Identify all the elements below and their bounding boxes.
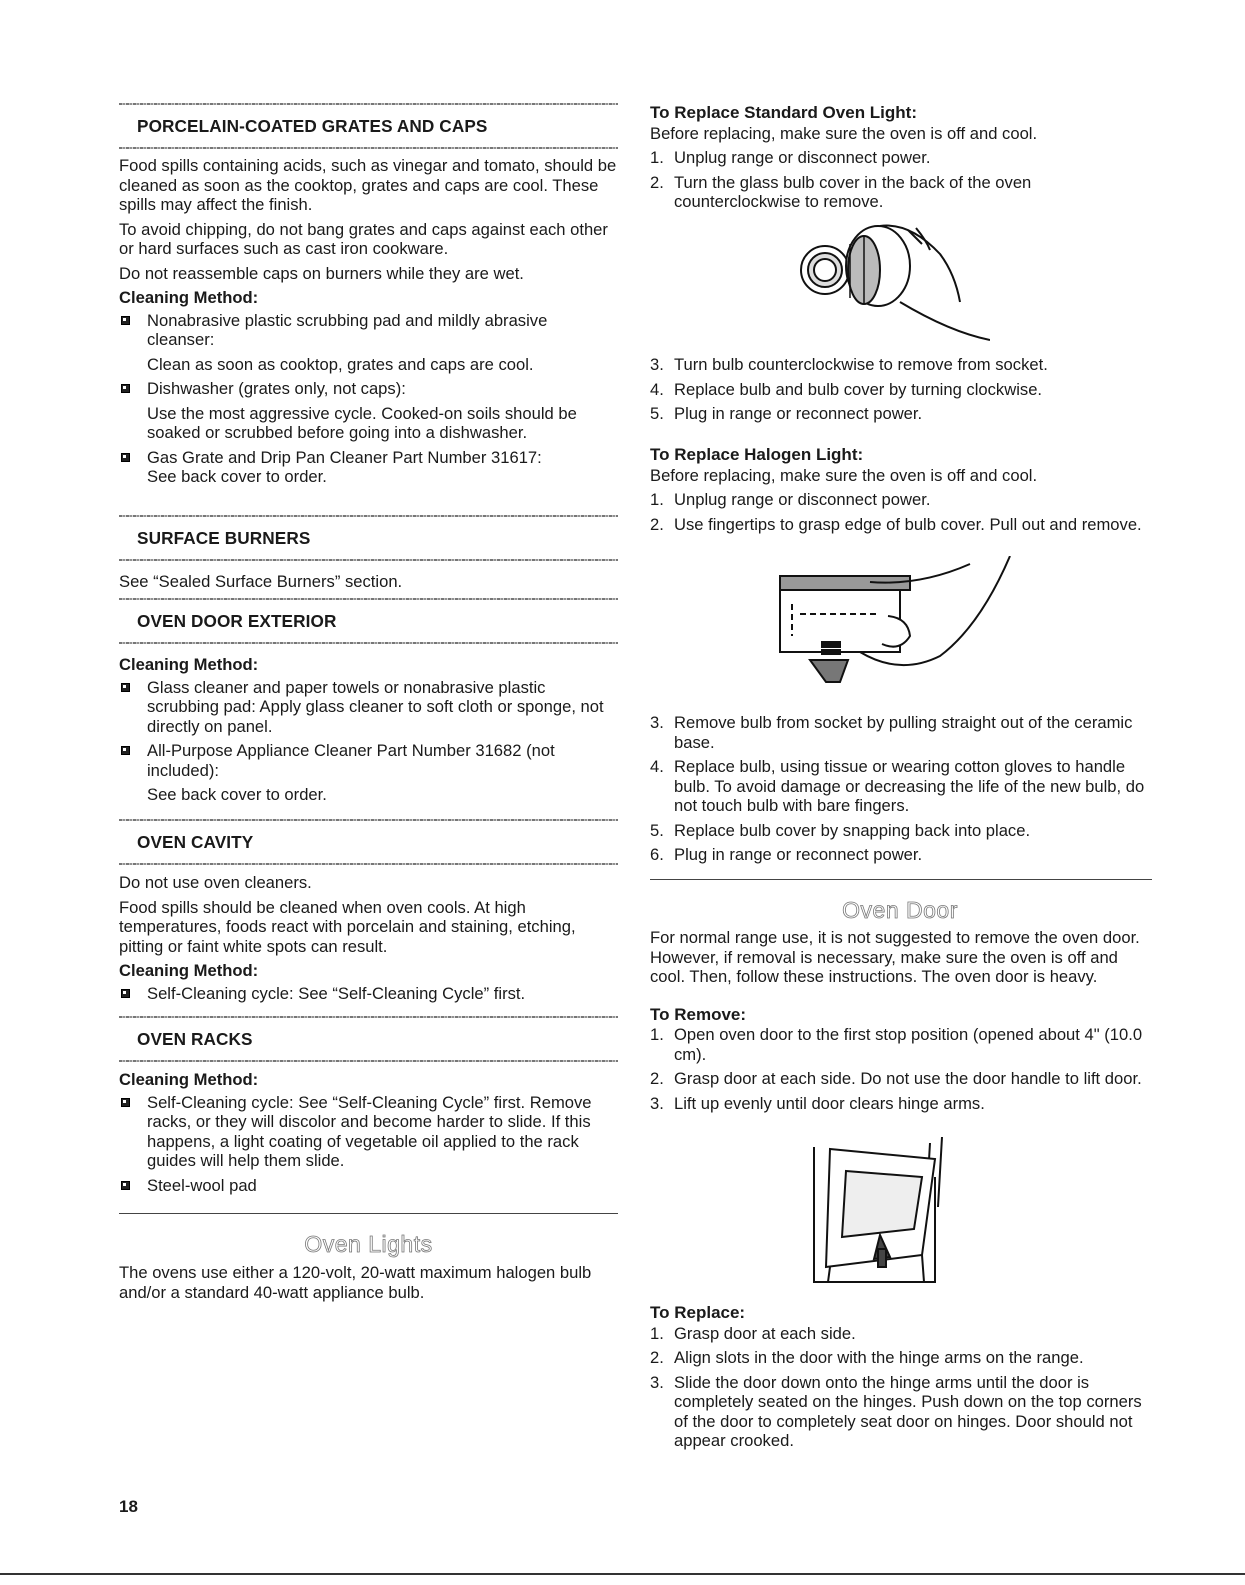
bullet-icon xyxy=(121,989,130,998)
bullet-detail: Use the most aggressive cycle. Cooked-on soils should be soaked or scrubbed before going into a dishwasher. xyxy=(147,403,577,442)
paragraph: To avoid chipping, do not bang grates and caps against each other or hard surfaces such as cast iron cookware. xyxy=(119,219,608,258)
step-item: 5. Plug in range or reconnect power. xyxy=(650,404,923,423)
section-title: SURFACE BURNERS xyxy=(137,528,311,548)
oven-lights-title: Oven Lights xyxy=(304,1231,433,1257)
paragraph: Do not reassemble caps on burners while they are wet. xyxy=(119,263,524,283)
step-item: 2. Turn the glass bulb cover in the back of the oven counterclockwise to remove. xyxy=(650,172,1032,211)
paragraph: For normal range use, it is not suggested to remove the oven door. However, if removal is necessary, make sure the oven is off and cool. Then, follow these instructions. The oven door is heavy. xyxy=(650,928,1140,986)
page-number: 18 xyxy=(119,1497,138,1516)
cavity-body xyxy=(119,873,618,1008)
step-item: 3. Remove bulb from socket by pulling straight out of the ceramic base. xyxy=(650,713,1133,752)
bullet-icon xyxy=(121,316,130,325)
step-item: 1. Open oven door to the first stop position (opened about 4" (10.0 cm). xyxy=(650,1025,1143,1064)
bullet-icon xyxy=(121,683,130,692)
section-title: PORCELAIN-COATED GRATES AND CAPS xyxy=(137,116,488,136)
paragraph: The ovens use either a 120-volt, 20-watt maximum halogen bulb and/or a standard 40-watt appliance bulb. xyxy=(119,1263,592,1302)
halogen-light-section xyxy=(650,445,1150,539)
page-bottom-rule xyxy=(0,1573,1245,1575)
door-exterior-body xyxy=(119,655,618,810)
halogen-light-steps xyxy=(650,713,1150,870)
section-title: OVEN CAVITY xyxy=(137,832,254,852)
section-header-cavity xyxy=(119,819,618,865)
divider xyxy=(650,879,1152,880)
bullet-icon xyxy=(121,746,130,755)
bullet-detail: See back cover to order. xyxy=(147,467,327,486)
bulb-cover-illustration xyxy=(790,214,990,346)
standard-light-steps xyxy=(650,355,1150,429)
step-item: 6. Plug in range or reconnect power. xyxy=(650,845,923,864)
step-item: 1. Unplug range or disconnect power. xyxy=(650,490,931,509)
step-item: 4. Replace bulb, using tissue or wearing cotton gloves to handle bulb. To avoid damage or decreasing the life of the new bulb, do not touch bulb with bare fingers. xyxy=(650,757,1145,815)
racks-body xyxy=(119,1070,618,1200)
grates-body xyxy=(119,156,618,492)
step-item: 4. Replace bulb and bulb cover by turning clockwise. xyxy=(650,379,1043,399)
halogen-cover-illustration xyxy=(770,556,1020,688)
bullet-icon xyxy=(121,1098,130,1107)
step-item: 2. Align slots in the door with the hinge arms on the range. xyxy=(650,1348,1084,1367)
oven-door-section xyxy=(650,897,1150,1118)
paragraph: Food spills should be cleaned when oven cools. At high temperatures, foods react with porcelain and staining, etching, pitting or faint white spots can result. xyxy=(119,897,576,956)
subheading: To Replace: xyxy=(650,1303,746,1322)
bullet-item: Self-Cleaning cycle: See “Self-Cleaning Cycle” first. xyxy=(119,984,618,1004)
step-item: 3. Slide the door down onto the hinge arms until the door is completely seated on the hinges. Push down on the top corners of the door to completely seat door on hinges. Door should not appear crooked. xyxy=(650,1372,1142,1450)
step-item: 2. Grasp door at each side. Do not use the door handle to lift door. xyxy=(650,1069,1142,1088)
oven-lights-section xyxy=(119,1231,618,1307)
cleaning-method-label: Cleaning Method: xyxy=(119,961,259,980)
standard-light-section xyxy=(650,103,1150,217)
section-header-grates xyxy=(119,103,618,149)
bullet-icon xyxy=(121,453,130,462)
bullet-item: All-Purpose Appliance Cleaner Part Number 31682 (not included): xyxy=(119,741,618,780)
cleaning-method-label: Cleaning Method: xyxy=(119,655,259,674)
subheading: To Replace Halogen Light: xyxy=(650,445,864,464)
subheading: To Replace Standard Oven Light: xyxy=(650,103,917,122)
step-item: 1. Grasp door at each side. xyxy=(650,1323,856,1343)
bullet-detail: See back cover to order. xyxy=(147,785,327,804)
bullet-item: Nonabrasive plastic scrubbing pad and mildly abrasive cleanser: xyxy=(119,311,618,350)
burners-body xyxy=(119,572,618,597)
bullet-item: Self-Cleaning cycle: See “Self-Cleaning Cycle” first. Remove racks, or they will discolor and become harder to slide. If this happens, a light coating of vegetable oil applied to the rack guides will help them slide. xyxy=(119,1093,618,1171)
bullet-icon xyxy=(121,384,130,393)
bullet-item: Dishwasher (grates only, not caps): xyxy=(119,379,618,399)
step-item: 3. Turn bulb counterclockwise to remove from socket. xyxy=(650,355,1048,374)
section-title: OVEN RACKS xyxy=(137,1029,253,1049)
section-header-burners xyxy=(119,515,618,561)
paragraph: Food spills containing acids, such as vinegar and tomato, should be cleaned as soon as the cooktop, grates and caps are cool. These spills may affect the finish. xyxy=(119,156,617,214)
paragraph: See “Sealed Surface Burners” section. xyxy=(119,572,403,591)
bullet-item: Glass cleaner and paper towels or nonabrasive plastic scrubbing pad: Apply glass cleaner to soft cloth or sponge, not directly on panel. xyxy=(119,678,618,737)
step-item: 1. Unplug range or disconnect power. xyxy=(650,148,931,167)
bullet-icon xyxy=(121,1181,130,1190)
bullet-detail: Clean as soon as cooktop, grates and caps are cool. xyxy=(147,354,534,374)
section-header-door-exterior xyxy=(119,598,618,644)
step-item: 2. Use fingertips to grasp edge of bulb cover. Pull out and remove. xyxy=(650,514,1142,534)
paragraph: Before replacing, make sure the oven is off and cool. xyxy=(650,465,1038,485)
paragraph: Before replacing, make sure the oven is off and cool. xyxy=(650,123,1038,143)
cleaning-method-label: Cleaning Method: xyxy=(119,1070,259,1089)
cleaning-method-label: Cleaning Method: xyxy=(119,288,259,307)
bullet-item: Steel-wool pad xyxy=(119,1176,618,1196)
section-title: OVEN DOOR EXTERIOR xyxy=(137,611,337,631)
oven-door-illustration xyxy=(810,1137,950,1287)
bullet-item: Gas Grate and Drip Pan Cleaner Part Number 31617: xyxy=(119,448,618,468)
step-item: 5. Replace bulb cover by snapping back into place. xyxy=(650,820,1031,840)
subheading: To Remove: xyxy=(650,1004,747,1024)
step-item: 3. Lift up evenly until door clears hinge arms. xyxy=(650,1093,985,1113)
oven-door-title: Oven Door xyxy=(842,897,958,923)
divider xyxy=(119,1213,618,1214)
paragraph: Do not use oven cleaners. xyxy=(119,873,312,892)
section-header-racks xyxy=(119,1016,618,1062)
replace-door-section xyxy=(650,1303,1150,1456)
